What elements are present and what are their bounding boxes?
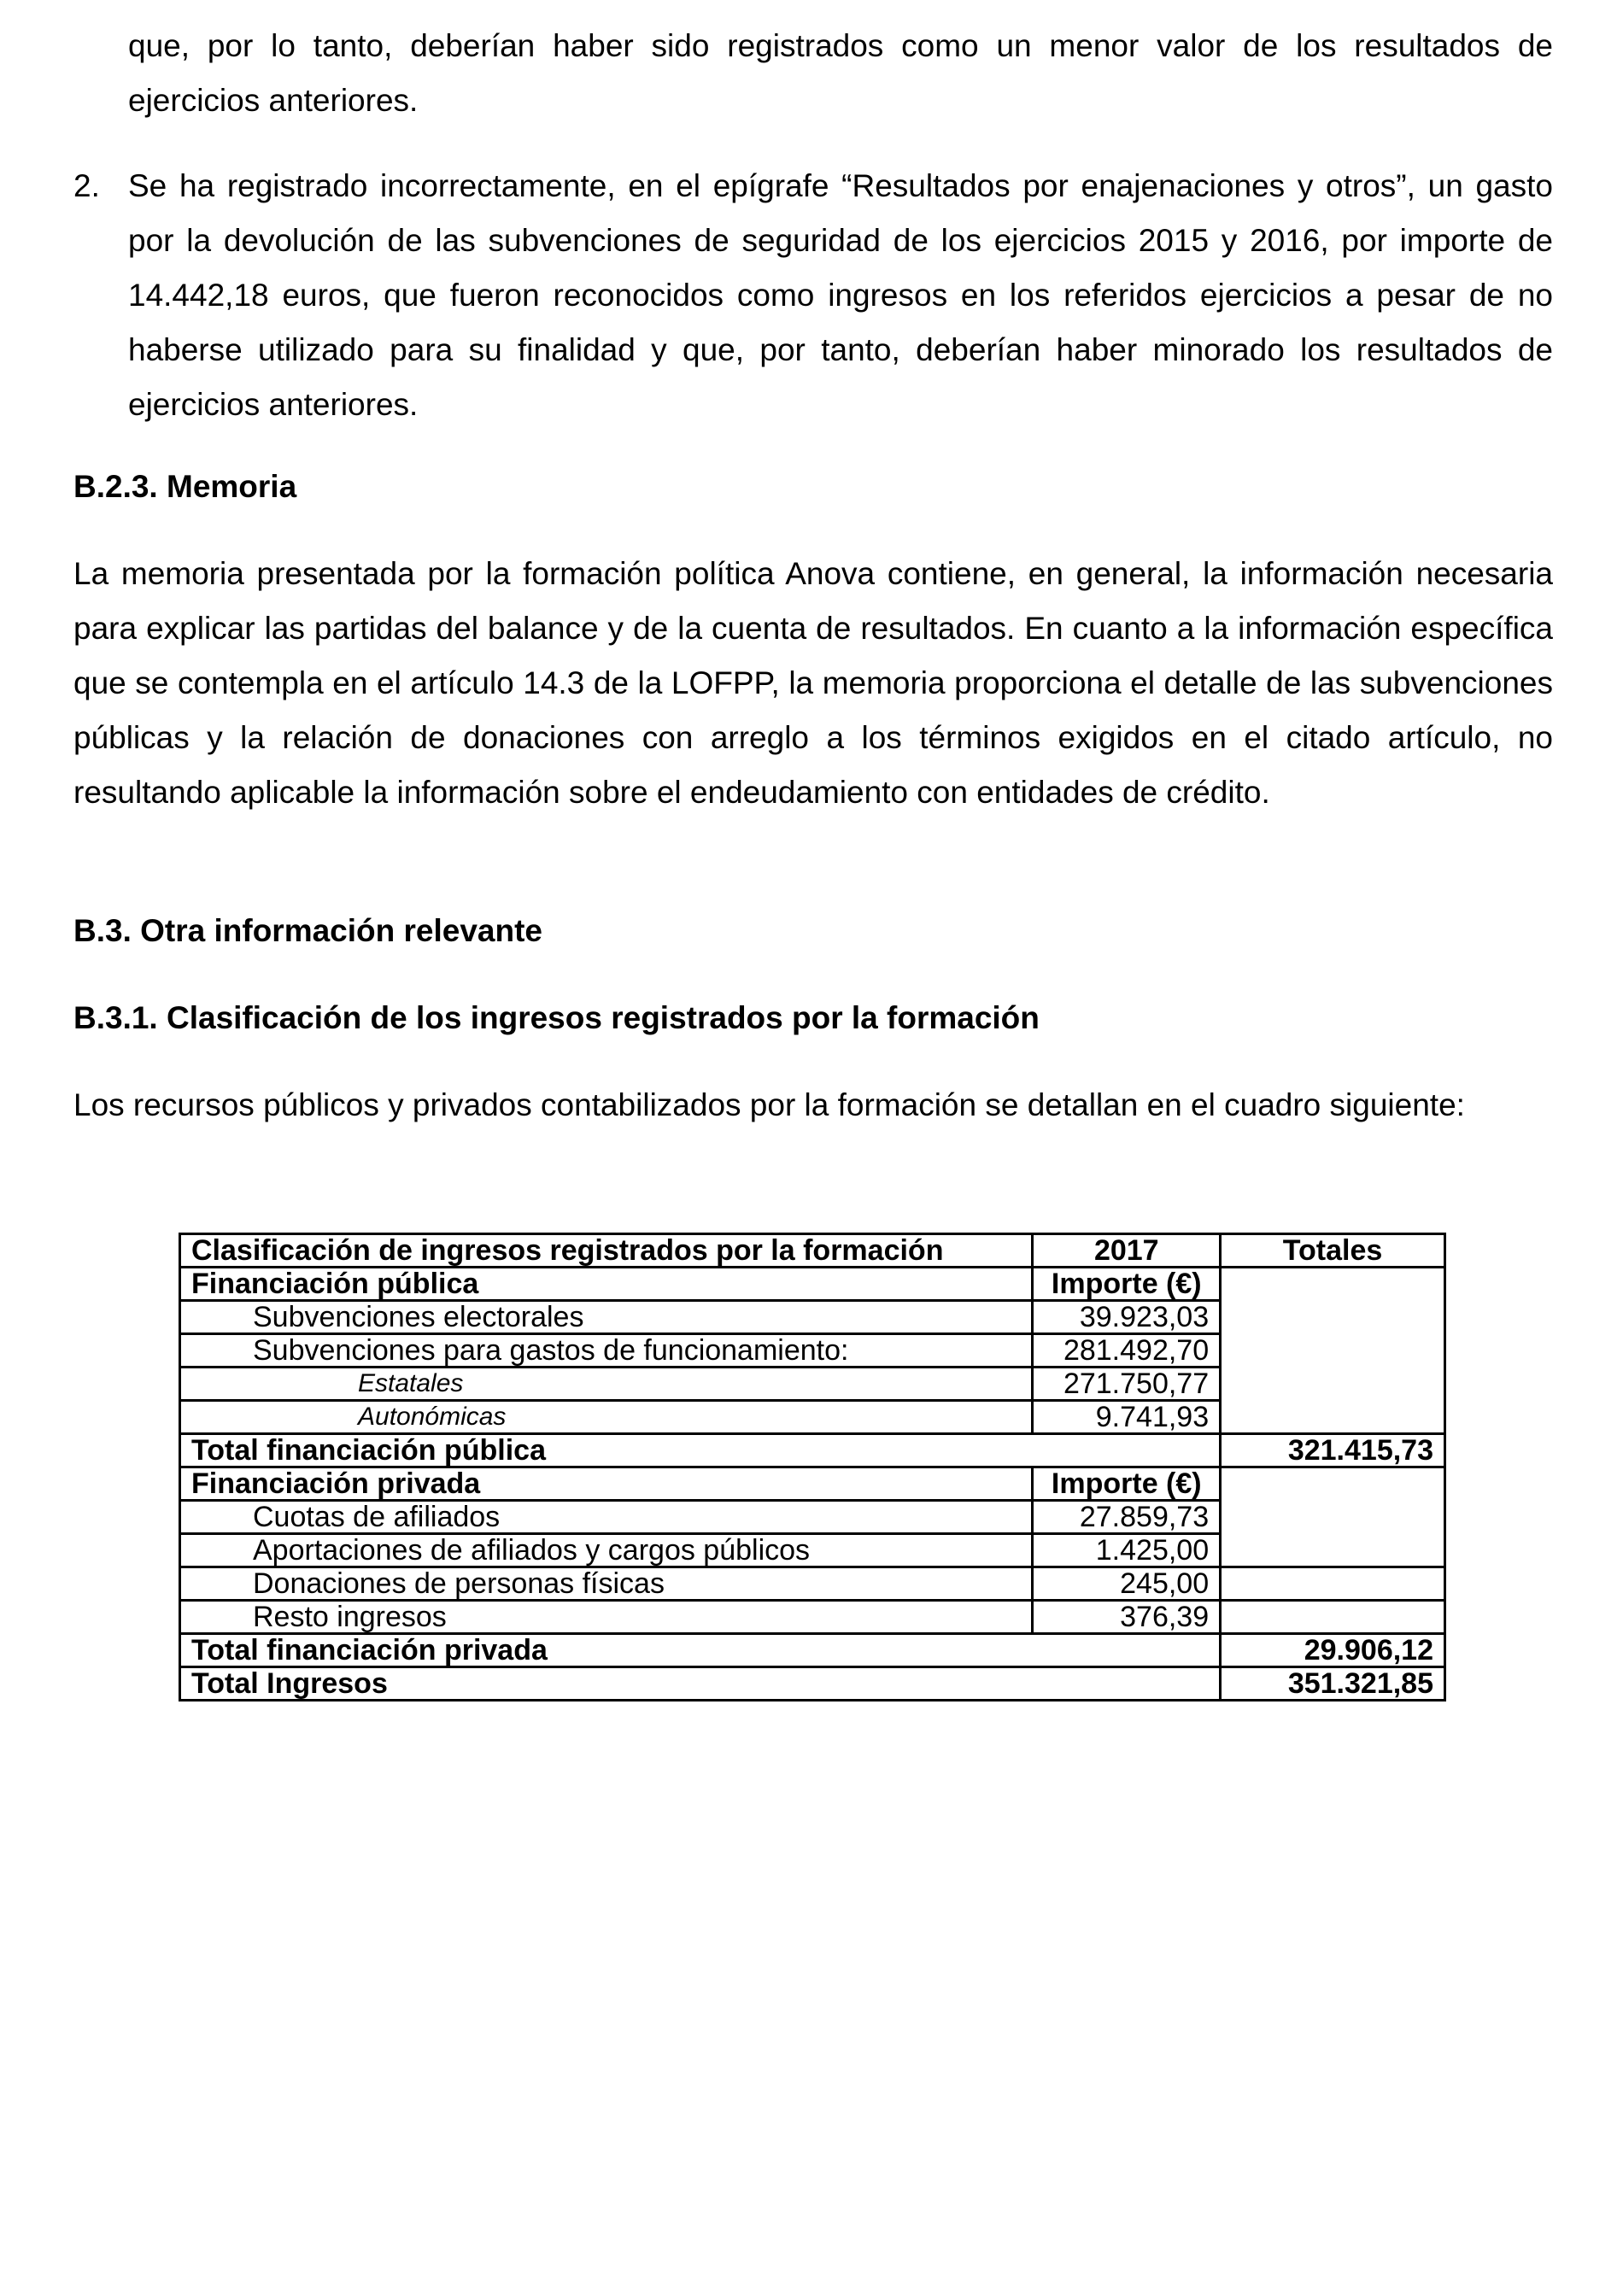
table-row xyxy=(180,1567,1445,1601)
row-value: 39.923,03 xyxy=(1033,1301,1221,1334)
header-cell-year: 2017 xyxy=(1033,1234,1221,1268)
row-label: Donaciones de personas físicas xyxy=(180,1567,1033,1601)
list-item-number: 2. xyxy=(73,168,100,203)
private-financing-label: Financiación privada xyxy=(180,1467,1033,1501)
paragraph-recursos: Los recursos públicos y privados contabilizados por la formación se detallan en el cuadro siguiente: xyxy=(73,1087,1465,1122)
table-row xyxy=(180,1601,1445,1634)
row-value: 281.492,70 xyxy=(1033,1334,1221,1368)
private-total-value: 29.906,12 xyxy=(1221,1634,1445,1667)
row-value: 271.750,77 xyxy=(1033,1368,1221,1401)
grand-total-value: 351.321,85 xyxy=(1221,1667,1445,1701)
row-value: 27.859,73 xyxy=(1033,1501,1221,1534)
list-item-text: Se ha registrado incorrectamente, en el epígrafe “Resultados por enajenaciones y otros”, un gasto por la devolución de las subvenciones de seguridad de los ejercicios 2015 y 2016, por importe de 14.442,18 euros, que fueron reconocidos como ingresos en los referidos ejercicios a pesar de no haberse utilizado para su finalidad y que, por tanto, deberían haber minorado los resultados de ejercicios anteriores. xyxy=(128,168,1553,422)
paragraph-memoria: La memoria presentada por la formación política Anova contiene, en general, la información necesaria para explicar las partidas del balance y de la cuenta de resultados. En cuanto a la información específica que se contempla en el artículo 14.3 de la LOFPP, la memoria proporciona el detalle de las subvenciones públicas y la relación de donaciones con arreglo a los términos exigidos en el citado artículo, no resultando aplicable la información sobre el endeudamiento con entidades de crédito. xyxy=(73,556,1553,810)
grand-total-label: Total Ingresos xyxy=(180,1667,1221,1701)
empty-totals-cell xyxy=(1221,1567,1445,1601)
row-label: Subvenciones electorales xyxy=(180,1301,1033,1334)
row-label: Cuotas de afiliados xyxy=(180,1501,1033,1534)
private-totals-spacer xyxy=(1221,1467,1445,1567)
row-value: 1.425,00 xyxy=(1033,1534,1221,1567)
row-label: Resto ingresos xyxy=(180,1601,1033,1634)
row-value: 9.741,93 xyxy=(1033,1401,1221,1434)
row-label: Autonómicas xyxy=(180,1401,1033,1434)
income-classification-table xyxy=(179,1233,1446,1702)
public-totals-spacer xyxy=(1221,1268,1445,1434)
private-importe-label: Importe (€) xyxy=(1033,1467,1221,1501)
empty-totals-cell xyxy=(1221,1601,1445,1634)
table-row-grand-total xyxy=(180,1667,1445,1701)
section-heading-memoria: B.2.3. Memoria xyxy=(73,469,297,504)
table-row-public-section xyxy=(180,1268,1445,1301)
table-row-private-total xyxy=(180,1634,1445,1667)
public-total-label: Total financiación pública xyxy=(180,1434,1221,1467)
row-value: 376,39 xyxy=(1033,1601,1221,1634)
row-label: Subvenciones para gastos de funcionamiento: xyxy=(180,1334,1033,1368)
row-label: Estatales xyxy=(180,1368,1033,1401)
row-value: 245,00 xyxy=(1033,1567,1221,1601)
table-header-row xyxy=(180,1234,1445,1268)
table-row-private-section xyxy=(180,1467,1445,1501)
table-row-public-total xyxy=(180,1434,1445,1467)
section-heading-clasificacion: B.3.1. Clasificación de los ingresos registrados por la formación xyxy=(73,1000,1040,1035)
public-financing-label: Financiación pública xyxy=(180,1268,1033,1301)
row-label: Aportaciones de afiliados y cargos públicos xyxy=(180,1534,1033,1567)
public-total-value: 321.415,73 xyxy=(1221,1434,1445,1467)
private-total-label: Total financiación privada xyxy=(180,1634,1221,1667)
header-cell-classification: Clasificación de ingresos registrados por la formación xyxy=(180,1234,1033,1268)
public-importe-label: Importe (€) xyxy=(1033,1268,1221,1301)
header-cell-totals: Totales xyxy=(1221,1234,1445,1268)
paragraph-continuation: que, por lo tanto, deberían haber sido registrados como un menor valor de los resultados de ejercicios anteriores. xyxy=(128,28,1553,118)
section-heading-otra-informacion: B.3. Otra información relevante xyxy=(73,913,543,948)
